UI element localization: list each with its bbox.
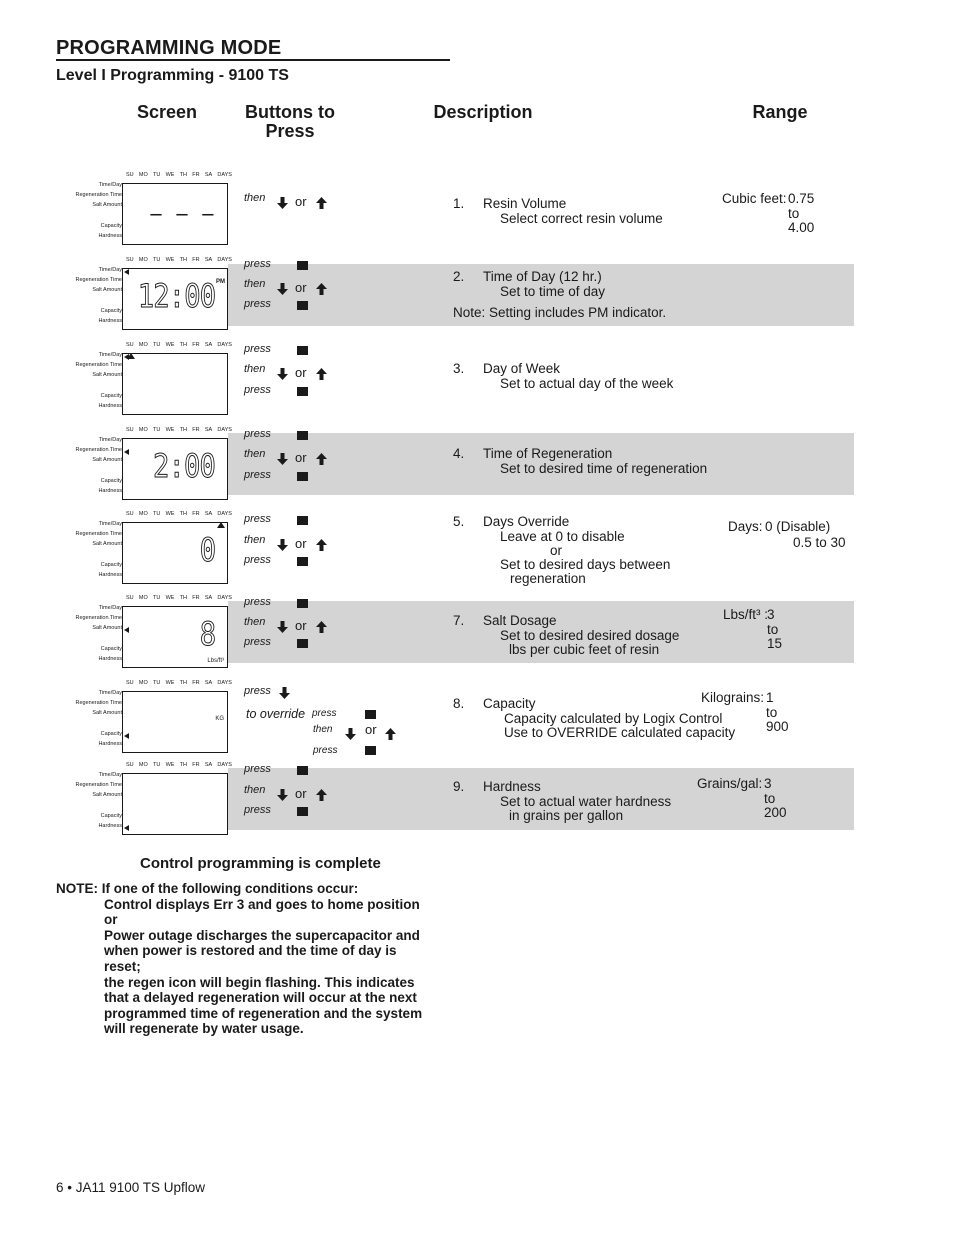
- lcd-side-label: Salt Amount: [92, 287, 122, 293]
- step-title: Hardness: [483, 779, 541, 794]
- lcd-day-label: MO: [138, 257, 148, 263]
- lcd-digits: 2:00: [152, 447, 215, 485]
- lcd-side-label: Time/Day: [98, 690, 122, 696]
- lcd-digits: 12:00: [137, 277, 215, 315]
- step-note: Note: Setting includes PM indicator.: [453, 305, 667, 320]
- or-label: or: [295, 280, 307, 295]
- note-lead: NOTE: If one of the following conditions occur:: [56, 881, 359, 896]
- range-value: to: [788, 205, 800, 221]
- lcd-side-label: Capacity: [100, 813, 122, 819]
- to-override-label: to override: [246, 707, 306, 721]
- set-button-icon[interactable]: [297, 301, 308, 310]
- press-label: press: [244, 428, 271, 440]
- then-label: then: [244, 784, 266, 796]
- lcd-day-label: TH: [179, 595, 188, 601]
- lcd-pointer-icon: [124, 627, 129, 633]
- lcd-side-label: Time/Day: [98, 267, 122, 273]
- set-button-icon[interactable]: [365, 710, 376, 719]
- note-line: reset;: [104, 958, 141, 974]
- set-button-icon[interactable]: [297, 387, 308, 396]
- lcd-day-label: SU: [126, 595, 134, 601]
- lcd-day-labels: [126, 680, 232, 688]
- step-detail: Set to actual day of the week: [500, 376, 674, 391]
- up-arrow-icon[interactable]: [316, 282, 327, 294]
- lcd-day-label: TH: [179, 342, 188, 348]
- lcd-day-label: TH: [179, 511, 188, 517]
- step-detail: lbs per cubic feet of resin: [509, 642, 660, 657]
- column-header-buttons: [230, 103, 350, 141]
- note-line: that a delayed regeneration will occur at the next: [104, 990, 417, 1006]
- lcd-side-label: Hardness: [98, 656, 122, 662]
- lcd-screen: [60, 427, 234, 517]
- step-number: 8.: [453, 696, 465, 711]
- lcd-day-label: SU: [126, 680, 134, 686]
- lcd-side-label: Time/Day: [98, 182, 122, 188]
- column-header-buttons-line2: Press: [265, 121, 315, 141]
- note-line: programmed time of regeneration and the system: [104, 1005, 423, 1021]
- lcd-day-label: WE: [165, 342, 175, 348]
- or-label: or: [295, 365, 307, 380]
- lcd-side-label: Hardness: [98, 741, 122, 747]
- note-line: or: [104, 912, 118, 928]
- lcd-display: [122, 438, 228, 500]
- step-detail: Set to actual water hardness: [500, 794, 672, 809]
- lcd-day-label: MO: [138, 595, 148, 601]
- range-label: Days:: [728, 519, 763, 534]
- range-value: to: [766, 704, 778, 720]
- lcd-side-label: Capacity: [100, 731, 122, 737]
- press-label: press: [244, 685, 271, 697]
- or-label: or: [295, 536, 307, 551]
- step-detail: in grains per gallon: [509, 808, 624, 823]
- lcd-side-label: Regeneration Time: [75, 531, 122, 537]
- lcd-side-label: Time/Day: [98, 605, 122, 611]
- lcd-side-label: Salt Amount: [92, 625, 122, 631]
- set-button-icon[interactable]: [297, 261, 308, 270]
- lcd-day-label: MO: [138, 511, 148, 517]
- range-value: 200: [764, 805, 787, 820]
- lcd-side-label: Regeneration Time: [75, 447, 122, 453]
- set-button-icon[interactable]: [297, 766, 308, 775]
- range-label: Cubic feet:: [722, 191, 787, 206]
- page-title: PROGRAMMING MODE: [56, 37, 282, 59]
- lcd-day-label: DAYS: [217, 342, 232, 348]
- lcd-side-label: Hardness: [98, 488, 122, 494]
- or-label: or: [295, 194, 307, 209]
- range-value: to: [767, 621, 779, 637]
- press-label: press: [312, 708, 337, 719]
- lcd-day-label: TU: [152, 427, 161, 433]
- set-button-icon[interactable]: [297, 516, 308, 525]
- lcd-day-label: FR: [192, 427, 200, 433]
- then-label: then: [313, 724, 333, 735]
- lcd-day-labels: [126, 342, 232, 350]
- lcd-screen: [60, 595, 234, 685]
- lcd-day-label: TU: [152, 762, 161, 768]
- column-header-range: Range: [752, 102, 808, 122]
- set-button-icon[interactable]: [297, 346, 308, 355]
- lcd-day-label: SA: [204, 762, 213, 768]
- step-detail: Set to time of day: [500, 284, 606, 299]
- down-arrow-icon[interactable]: [277, 196, 288, 208]
- press-label: press: [244, 258, 271, 270]
- lcd-pointer-icon: [124, 269, 129, 275]
- step-detail: regeneration: [510, 571, 586, 586]
- lcd-day-label: TH: [179, 172, 188, 178]
- or-label: or: [295, 618, 307, 633]
- range-value: 1: [766, 690, 774, 705]
- lcd-day-label: SA: [204, 427, 213, 433]
- press-label: press: [244, 554, 271, 566]
- range-value: 0.5 to 30: [793, 535, 846, 550]
- then-label: then: [244, 448, 266, 460]
- lcd-display: [122, 183, 228, 245]
- then-label: then: [244, 363, 266, 375]
- press-label: press: [244, 343, 271, 355]
- lcd-day-label: SA: [204, 680, 213, 686]
- lcd-pointer-icon: [124, 825, 129, 831]
- lcd-day-label: FR: [192, 595, 200, 601]
- step-number: 9.: [453, 779, 465, 794]
- lcd-day-labels: [126, 257, 232, 265]
- up-arrow-icon[interactable]: [316, 788, 327, 800]
- lcd-screen: [60, 342, 234, 432]
- lcd-day-label: SA: [204, 172, 213, 178]
- range-value: to: [764, 790, 776, 806]
- lcd-day-label: SU: [126, 342, 134, 348]
- lcd-day-label: SU: [126, 257, 134, 263]
- lcd-pointer-icon: [124, 449, 129, 455]
- press-label: press: [313, 745, 338, 756]
- lcd-side-label: Time/Day: [98, 521, 122, 527]
- lcd-side-label: Capacity: [100, 646, 122, 652]
- lcd-side-label: Regeneration Time: [75, 615, 122, 621]
- lcd-day-label: SU: [126, 762, 134, 768]
- lcd-day-label: MO: [138, 680, 148, 686]
- down-arrow-icon[interactable]: [277, 538, 288, 550]
- step-number: 7.: [453, 613, 465, 628]
- then-label: then: [244, 192, 266, 204]
- lcd-day-label: DAYS: [217, 595, 232, 601]
- lcd-day-labels: [126, 511, 232, 519]
- column-header-buttons-line1: Buttons to: [245, 102, 335, 122]
- step-detail: Capacity calculated by Logix Control: [504, 711, 723, 726]
- lcd-day-label: DAYS: [217, 762, 232, 768]
- lcd-day-label: WE: [165, 427, 175, 433]
- lcd-side-label: Capacity: [100, 478, 122, 484]
- lcd-day-label: SA: [204, 257, 213, 263]
- lcd-day-label: MO: [138, 427, 148, 433]
- lcd-unit: KG: [215, 716, 224, 722]
- lcd-day-label: WE: [165, 511, 175, 517]
- press-label: press: [244, 384, 271, 396]
- range-value: 3: [767, 607, 775, 622]
- lcd-pointer-icon: [124, 733, 129, 739]
- lcd-unit: Lbs/ft³: [207, 658, 224, 664]
- step-title: Resin Volume: [483, 196, 567, 211]
- lcd-side-label: Regeneration Time: [75, 277, 122, 283]
- set-button-icon[interactable]: [297, 431, 308, 440]
- note-block: [56, 881, 422, 1037]
- lcd-side-label: Time/Day: [98, 437, 122, 443]
- lcd-screen: [60, 257, 234, 347]
- step-detail: Use to OVERRIDE calculated capacity: [504, 725, 736, 740]
- step-title: Day of Week: [483, 361, 561, 376]
- step-detail: Set to desired days between: [500, 557, 671, 572]
- down-arrow-icon[interactable]: [277, 452, 288, 464]
- lcd-day-label: FR: [192, 511, 200, 517]
- lcd-day-label: FR: [192, 172, 200, 178]
- step-detail: Leave at 0 to disable: [500, 529, 625, 544]
- note-line: the regen icon will begin flashing. This indicates: [104, 974, 415, 990]
- up-arrow-icon[interactable]: [385, 727, 396, 739]
- step-title: Salt Dosage: [483, 613, 557, 628]
- lcd-side-label: Capacity: [100, 562, 122, 568]
- lcd-side-label: Salt Amount: [92, 710, 122, 716]
- or-label: or: [295, 450, 307, 465]
- press-label: press: [244, 636, 271, 648]
- step-detail: Select correct resin volume: [500, 211, 663, 226]
- down-arrow-icon[interactable]: [345, 727, 356, 739]
- lcd-side-label: Hardness: [98, 572, 122, 578]
- lcd-display: [122, 606, 228, 668]
- lcd-screen: [60, 511, 234, 601]
- lcd-side-label: Capacity: [100, 308, 122, 314]
- range-value: 900: [766, 719, 789, 734]
- press-label: press: [244, 763, 271, 775]
- lcd-side-label: Salt Amount: [92, 792, 122, 798]
- lcd-day-label: SU: [126, 511, 134, 517]
- set-button-icon[interactable]: [297, 557, 308, 566]
- lcd-side-label: Salt Amount: [92, 202, 122, 208]
- page-subtitle: Level I Programming - 9100 TS: [56, 67, 289, 84]
- lcd-side-label: Hardness: [98, 318, 122, 324]
- up-arrow-icon[interactable]: [316, 452, 327, 464]
- lcd-day-label: SA: [204, 342, 213, 348]
- range-label: Grains/gal:: [697, 776, 763, 791]
- lcd-day-label: TU: [152, 680, 161, 686]
- set-button-icon[interactable]: [365, 746, 376, 755]
- lcd-day-label: SU: [126, 427, 134, 433]
- lcd-day-label: WE: [165, 595, 175, 601]
- up-arrow-icon[interactable]: [316, 538, 327, 550]
- down-arrow-icon[interactable]: [277, 788, 288, 800]
- lcd-day-label: FR: [192, 342, 200, 348]
- lcd-side-label: Salt Amount: [92, 372, 122, 378]
- step-number: 3.: [453, 361, 465, 376]
- lcd-side-label: Hardness: [98, 823, 122, 829]
- note-line: will regenerate by water usage.: [104, 1021, 304, 1037]
- note-line: Power outage discharges the supercapacitor and: [104, 927, 420, 943]
- down-arrow-icon[interactable]: [277, 620, 288, 632]
- down-arrow-icon[interactable]: [279, 686, 290, 698]
- step-number: 5.: [453, 514, 465, 529]
- lcd-side-label: Time/Day: [98, 772, 122, 778]
- lcd-day-label: DAYS: [217, 257, 232, 263]
- lcd-side-label: Hardness: [98, 233, 122, 239]
- step-title: Time of Day (12 hr.): [483, 269, 602, 284]
- lcd-side-label: Regeneration Time: [75, 362, 122, 368]
- lcd-digits: 8: [199, 615, 215, 653]
- column-header-description: Description: [433, 102, 533, 122]
- range-value: 4.00: [788, 220, 815, 235]
- press-label: press: [244, 596, 271, 608]
- press-label: press: [244, 298, 271, 310]
- lcd-day-labels: [126, 172, 232, 180]
- lcd-side-label: Time/Day: [98, 352, 122, 358]
- range-label: Lbs/ft³ :: [723, 607, 769, 622]
- lcd-day-label: WE: [165, 680, 175, 686]
- step-number: 1.: [453, 196, 465, 211]
- lcd-day-labels: [126, 595, 232, 603]
- pm-indicator: PM: [216, 279, 225, 285]
- up-arrow-icon[interactable]: [316, 620, 327, 632]
- lcd-day-label: TH: [179, 257, 188, 263]
- lcd-day-label: TH: [179, 762, 188, 768]
- lcd-day-label: TH: [179, 680, 188, 686]
- lcd-side-label: Salt Amount: [92, 541, 122, 547]
- lcd-side-label: Regeneration Time: [75, 192, 122, 198]
- down-arrow-icon[interactable]: [277, 367, 288, 379]
- lcd-day-label: TU: [152, 511, 161, 517]
- step-detail: Set to desired desired dosage: [500, 628, 680, 643]
- title-underline: [56, 59, 450, 61]
- page-footer: 6 • JA11 9100 TS Upflow: [56, 1180, 206, 1195]
- lcd-side-label: Capacity: [100, 223, 122, 229]
- lcd-side-label: Capacity: [100, 393, 122, 399]
- lcd-day-label: TU: [152, 342, 161, 348]
- lcd-day-label: SA: [204, 511, 213, 517]
- lcd-day-label: MO: [138, 172, 148, 178]
- then-label: then: [244, 278, 266, 290]
- lcd-day-labels: [126, 762, 232, 770]
- press-label: press: [244, 513, 271, 525]
- lcd-day-label: SA: [204, 595, 213, 601]
- lcd-day-labels: [126, 427, 232, 435]
- press-label: press: [244, 804, 271, 816]
- range-label: Kilograins:: [701, 690, 765, 705]
- lcd-display: [122, 691, 228, 753]
- lcd-day-label: DAYS: [217, 172, 232, 178]
- range-value: 15: [767, 636, 783, 651]
- lcd-day-label: MO: [138, 342, 148, 348]
- lcd-day-label: TH: [179, 427, 188, 433]
- lcd-day-label: WE: [165, 257, 175, 263]
- lcd-side-label: Regeneration Time: [75, 782, 122, 788]
- up-arrow-icon[interactable]: [316, 196, 327, 208]
- step-title: Capacity: [483, 696, 536, 711]
- flash-indicator-icon: [217, 522, 225, 528]
- column-header-screen: Screen: [136, 102, 198, 122]
- range-value: 3: [764, 776, 772, 791]
- lcd-day-label: TU: [152, 172, 161, 178]
- lcd-side-label: Hardness: [98, 403, 122, 409]
- lcd-day-label: WE: [165, 762, 175, 768]
- lcd-display: [122, 268, 228, 330]
- complete-message: Control programming is complete: [140, 855, 381, 872]
- lcd-screen: [60, 172, 234, 262]
- lcd-side-label: Regeneration Time: [75, 700, 122, 706]
- press-label: press: [244, 469, 271, 481]
- lcd-day-label: FR: [192, 762, 200, 768]
- set-button-icon[interactable]: [297, 807, 308, 816]
- lcd-side-label: Salt Amount: [92, 457, 122, 463]
- lcd-display: [122, 522, 228, 584]
- set-button-icon[interactable]: [297, 472, 308, 481]
- lcd-display: [122, 773, 228, 835]
- set-button-icon[interactable]: [297, 639, 308, 648]
- lcd-day-label: TU: [152, 595, 161, 601]
- lcd-display: [122, 353, 228, 415]
- step-title: Time of Regeneration: [483, 446, 613, 461]
- lcd-day-label: FR: [192, 680, 200, 686]
- step-number: 2.: [453, 269, 465, 284]
- range-value: 0.75: [788, 191, 815, 206]
- lcd-digits: – – –: [150, 202, 215, 227]
- lcd-day-label: DAYS: [217, 680, 232, 686]
- lcd-pointer-icon: [124, 354, 129, 360]
- down-arrow-icon[interactable]: [277, 282, 288, 294]
- lcd-day-label: DAYS: [217, 511, 232, 517]
- note-line: Control displays Err 3 and goes to home position: [104, 896, 420, 912]
- or-label: or: [365, 722, 377, 737]
- step-detail: or: [550, 543, 563, 558]
- range-value: 0 (Disable): [765, 519, 831, 534]
- lcd-digits: 0: [199, 531, 215, 569]
- set-button-icon[interactable]: [297, 599, 308, 608]
- lcd-day-label: DAYS: [217, 427, 232, 433]
- then-label: then: [244, 534, 266, 546]
- lcd-screen: [60, 680, 234, 770]
- then-label: then: [244, 616, 266, 628]
- note-line: when power is restored and the time of day is: [104, 943, 397, 959]
- step-title: Days Override: [483, 514, 570, 529]
- lcd-day-label: TU: [152, 257, 161, 263]
- or-label: or: [295, 786, 307, 801]
- lcd-day-label: SU: [126, 172, 134, 178]
- lcd-day-label: FR: [192, 257, 200, 263]
- lcd-day-label: WE: [165, 172, 175, 178]
- lcd-screen: [60, 762, 234, 852]
- step-detail: Set to desired time of regeneration: [500, 461, 708, 476]
- lcd-day-label: MO: [138, 762, 148, 768]
- up-arrow-icon[interactable]: [316, 367, 327, 379]
- step-number: 4.: [453, 446, 465, 461]
